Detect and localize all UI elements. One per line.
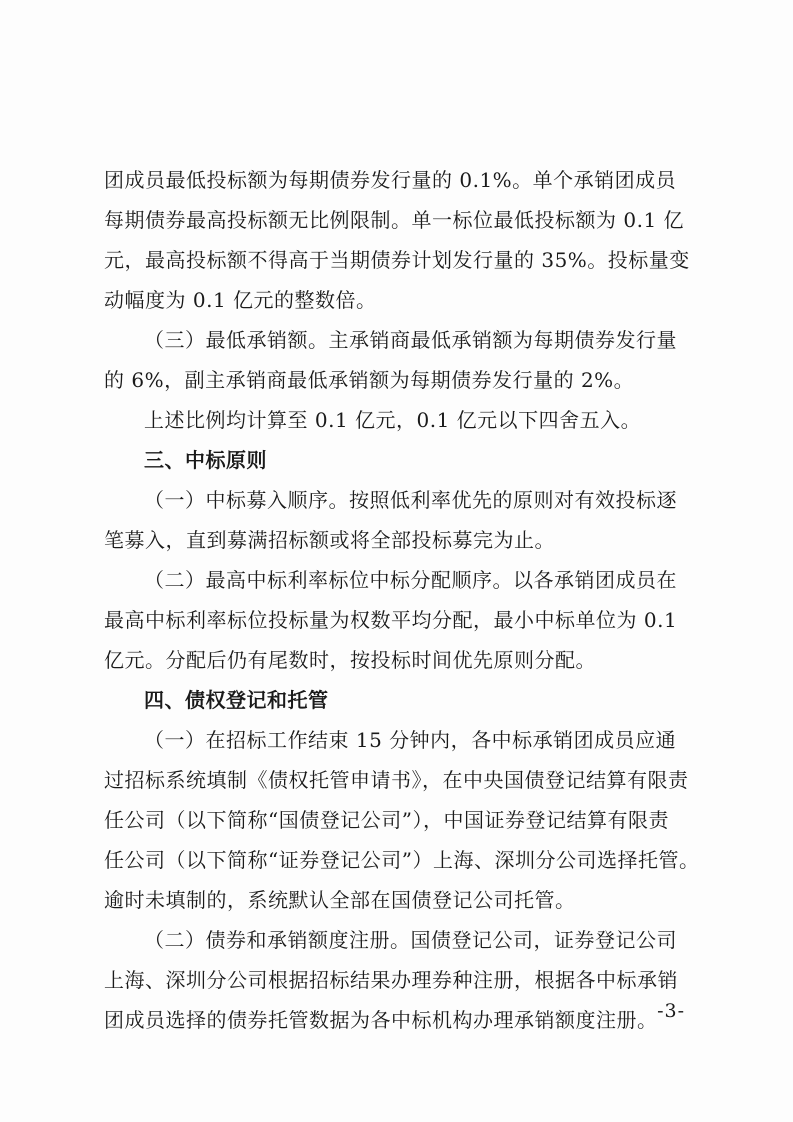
body-line: 笔募入，直到募满招标额或将全部投标募完为止。: [104, 528, 555, 552]
body-line: 的 6%，副主承销商最低承销额为每期债券发行量的 2%。: [104, 368, 635, 392]
section-heading: 四、债权登记和托管: [144, 688, 329, 712]
paragraph-start-line: （三）最低承销额。主承销商最低承销额为每期债券发行量: [144, 328, 677, 352]
section-heading: 三、中标原则: [144, 448, 267, 472]
body-line: 元，最高投标额不得高于当期债券计划发行量的 35%。投标量变: [104, 248, 690, 272]
body-line: 团成员选择的债券托管数据为各中标机构办理承销额度注册。: [104, 1008, 658, 1032]
paragraph-start-line: （二）债券和承销额度注册。国债登记公司，证券登记公司: [144, 928, 677, 952]
body-line: 亿元。分配后仍有尾数时，按投标时间优先原则分配。: [104, 648, 596, 672]
body-line: 逾时未填制的，系统默认全部在国债登记公司托管。: [104, 888, 576, 912]
document-body: [104, 160, 700, 1040]
body-line: 动幅度为 0.1 亿元的整数倍。: [104, 288, 377, 312]
body-line: 任公司（以下简称“国债登记公司”），中国证券登记结算有限责: [104, 808, 669, 832]
paragraph-start-line: （二）最高中标利率标位中标分配顺序。以各承销团成员在: [144, 568, 677, 592]
body-line: 上海、深圳分公司根据招标结果办理券种注册，根据各中标承销: [104, 968, 678, 992]
paragraph-start-line: （一）在招标工作结束 15 分钟内，各中标承销团成员应通: [144, 728, 677, 752]
body-line: 每期债券最高投标额无比例限制。单一标位最低投标额为 0.1 亿: [104, 208, 685, 232]
body-line: 任公司（以下简称“证券登记公司”）上海、深圳分公司选择托管。: [104, 848, 700, 872]
page-number: -3-: [657, 1000, 685, 1022]
body-line: 团成员最低投标额为每期债券发行量的 0.1%。单个承销团成员: [104, 168, 677, 192]
body-line: 过招标系统填制《债权托管申请书》，在中央国债登记结算有限责: [104, 768, 689, 792]
body-line: 最高中标利率标位投标量为权数平均分配，最小中标单位为 0.1: [104, 608, 678, 632]
paragraph-start-line: （一）中标募入顺序。按照低利率优先的原则对有效投标逐: [144, 488, 677, 512]
paragraph-start-line: 上述比例均计算至 0.1 亿元，0.1 亿元以下四舍五入。: [144, 408, 642, 432]
